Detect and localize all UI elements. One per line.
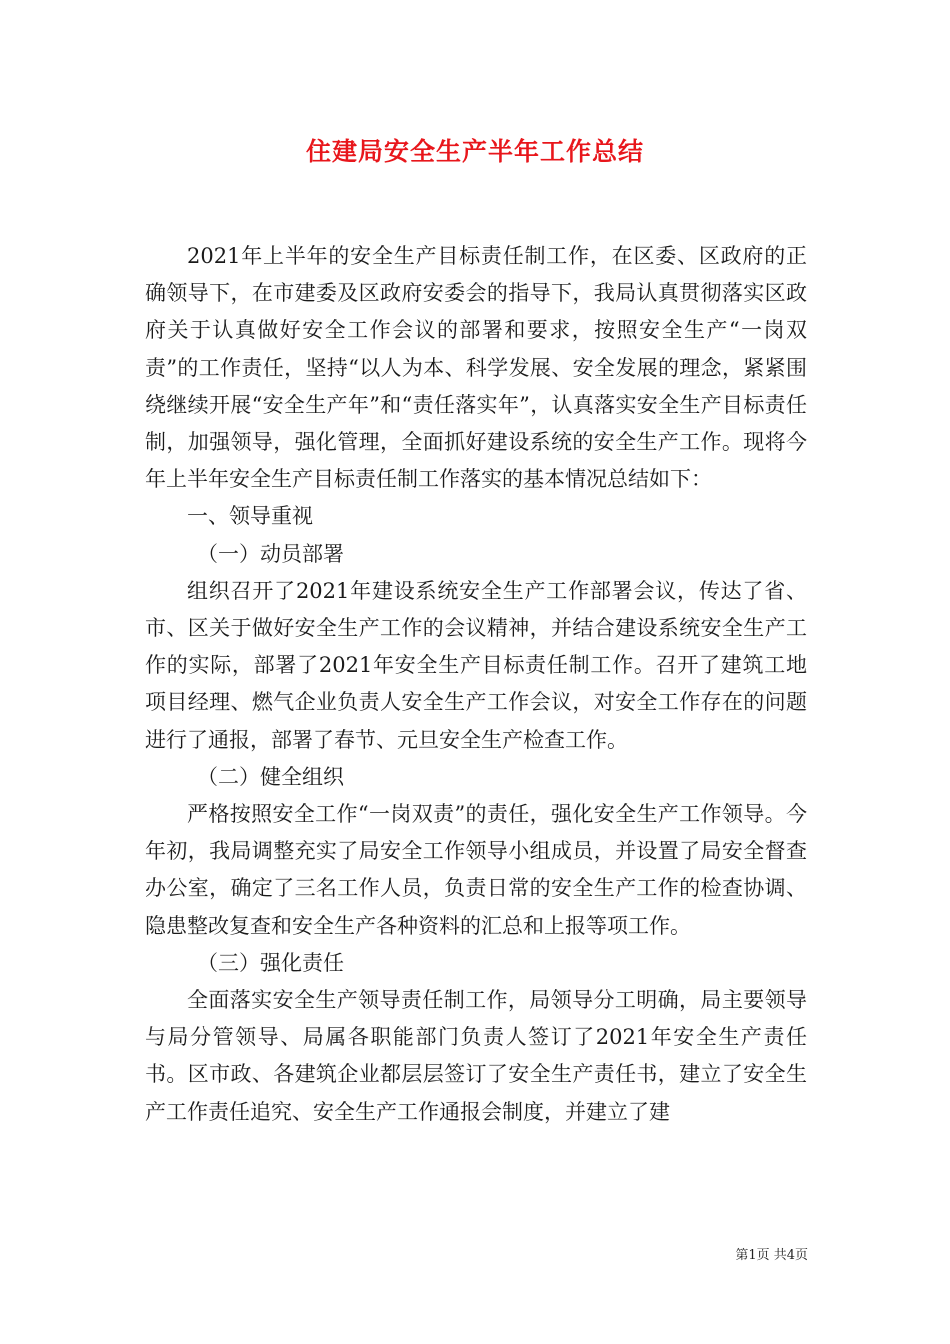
subsection-heading-responsibility: （三）强化责任 <box>197 950 344 975</box>
subsection-heading-organization: （二）健全组织 <box>197 764 344 789</box>
subsection-heading-mobilization: （一）动员部署 <box>197 541 344 566</box>
page-number-footer: 第1页 共4页 <box>735 1248 808 1263</box>
document-body <box>145 238 807 1131</box>
mobilization-paragraph: 组织召开了2021年建设系统安全生产工作部署会议，传达了省、市、区关于做好安全生产工作的会议精神，并结合建设系统安全生产工作的实际，部署了2021年安全生产目标责任制工作。召开了建筑工地项目经理、燃气企业负责人安全生产工作会议，对安全工作存在的问题进行了通报，部署了春节、元旦安全生产检查工作。 <box>145 578 807 752</box>
document-title: 住建局安全生产半年工作总结 <box>305 137 644 166</box>
organization-paragraph: 严格按照安全工作“一岗双责”的责任，强化安全生产工作领导。今年初，我局调整充实了局安全工作领导小组成员，并设置了局安全督查办公室，确定了三名工作人员，负责日常的安全生产工作的检查协调、隐患整改复查和安全生产各种资料的汇总和上报等项工作。 <box>145 802 807 938</box>
responsibility-paragraph: 全面落实安全生产领导责任制工作，局领导分工明确，局主要领导与局分管领导、局属各职能部门负责人签订了2021年安全生产责任书。区市政、各建筑企业都层层签订了安全生产责任书，建立了安全生产工作责任追究、安全生产工作通报会制度，并建立了建 <box>145 988 807 1124</box>
section-heading-leadership: 一、领导重视 <box>187 504 313 529</box>
intro-paragraph: 2021年上半年的安全生产目标责任制工作，在区委、区政府的正确领导下，在市建委及区政府安委会的指导下，我局认真贯彻落实区政府关于认真做好安全工作会议的部署和要求，按照安全生产“一岗双责”的工作责任，坚持“以人为本、科学发展、安全发展的理念，紧紧围绕继续开展“安全生产年”和“责任落实年”，认真落实安全生产目标责任制，加强领导，强化管理，全面抓好建设系统的安全生产工作。现将今年上半年安全生产目标责任制工作落实的基本情况总结如下： <box>145 244 807 492</box>
